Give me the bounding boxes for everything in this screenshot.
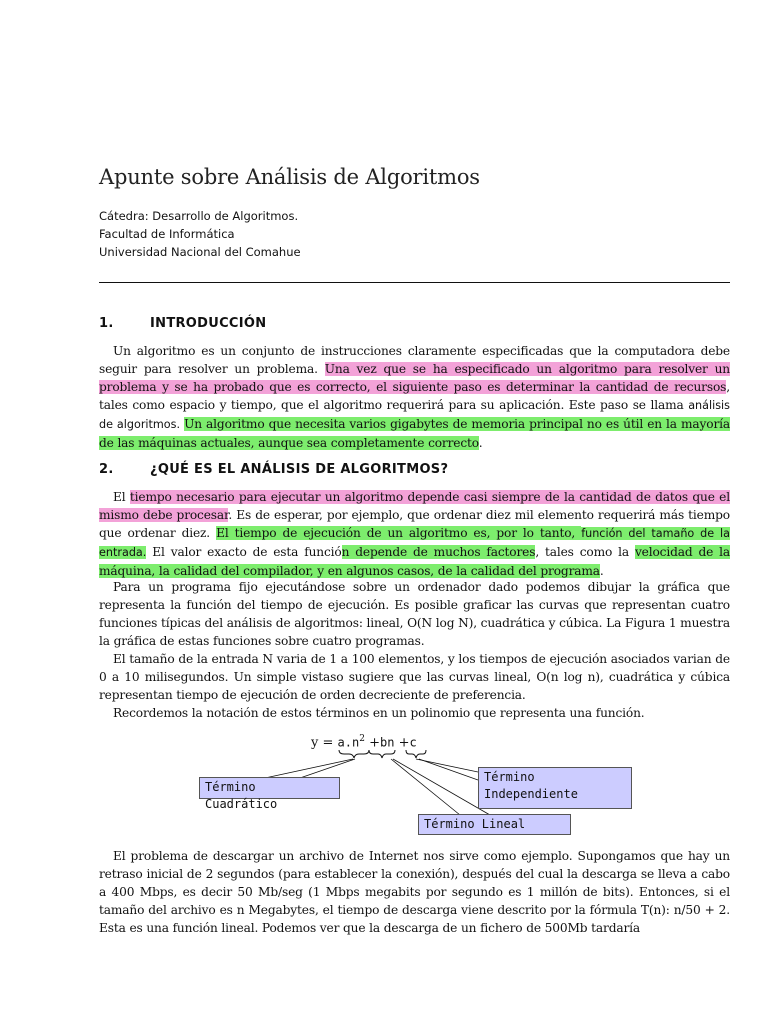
meta-facultad: Facultad de Informática — [99, 227, 235, 241]
text-run: El valor exacto de esta funció — [146, 545, 342, 559]
highlight-green: Un algoritmo que necesita varios gigabytes de memoria principal no es útil en la mayoría de las máquinas actuales, aunque sea completamente correcto — [99, 417, 730, 450]
box-termino-independiente — [478, 767, 632, 809]
meta-catedra: Cátedra: Desarrollo de Algoritmos. — [99, 209, 299, 223]
text-run: , tales como espacio y tiempo, que el algoritmo requerirá para su aplicación. Este paso se llama — [99, 380, 730, 412]
plus-sign: + — [398, 735, 410, 751]
document-title: Apunte sobre Análisis de Algoritmos — [99, 165, 480, 189]
document-meta — [99, 207, 301, 261]
section-heading-2 — [99, 462, 448, 477]
text-run: . — [599, 564, 604, 578]
paragraph-tamano: El tamaño de la entrada N varia de 1 a 100 elementos, y los tiempos de ejecución asociados varian de 0 a 10 milisegundos. Un simple vistaso sugiere que las curvas lineal, O(n log n), cuadrática y cúbica representan tiempo de ejecución de orden decreciente de preferencia. — [99, 652, 730, 702]
term-braces — [339, 750, 426, 758]
box-line: Independiente — [484, 787, 578, 801]
horizontal-rule — [99, 282, 730, 283]
highlight-green: n depende de muchos factores — [341, 545, 536, 559]
term-a-n: a.n — [337, 735, 360, 750]
section-title: INTRODUCCIÓN — [150, 316, 267, 331]
highlight-green: El tiempo de ejecución de un algoritmo es, por lo tanto, — [216, 526, 582, 540]
text-run: El — [113, 490, 130, 504]
meta-universidad: Universidad Nacional del Comahue — [99, 245, 301, 259]
box-termino-lineal: Término Lineal — [418, 814, 571, 835]
highlight-pink: Una vez que se ha especificado un algoritmo para resolver un problema y se ha probado que es correcto, el siguiente paso es determinar la cantidad de recursos — [99, 362, 731, 394]
box-line: Término — [484, 770, 535, 784]
formula-diagram — [0, 725, 768, 840]
formula-lhs: y = — [311, 735, 334, 751]
exponent: 2 — [359, 734, 365, 744]
paragraph-tiempo — [99, 488, 730, 580]
term-bn: bn — [379, 735, 395, 750]
text-run: . — [478, 436, 483, 450]
section-heading-1 — [99, 316, 266, 331]
text-run: , tales como la — [535, 545, 635, 559]
text-run: . Es de esperar, por ejemplo, que ordenar diez mil elemento requerirá más tiempo que ordenar diez. — [99, 508, 730, 540]
paragraph-notacion: Recordemos la notación de estos términos en un polinomio que representa una función. — [113, 706, 645, 720]
text-run: Un algoritmo es un conjunto de instrucciones claramente especificadas que la computadora debe seguir para resolver un problema. — [99, 344, 730, 376]
section-number: 2. — [99, 462, 114, 477]
plus-sign: + — [369, 735, 380, 751]
term-c: c — [409, 735, 417, 750]
paragraph-intro — [99, 342, 730, 452]
highlight-green: velocidad de la máquina, la calidad del compilador, y en algunos casos, de la calidad del programa — [99, 545, 730, 578]
paragraph-descarga: El problema de descargar un archivo de Internet nos sirve como ejemplo. Supongamos que hay un retraso inicial de 2 segundos (para establecer la conexión), después del cual la descarga se lleva a cabo a 400 Mbps, es decir 50 Mb/seg (1 Mbps megabits por segundo es 1 millón de bits). Entonces, si el tamaño del archivo es n Megabytes, el tiempo de descarga viene descrito por la fórmula T(n): n/50 + 2. Esta es una función lineal. Podemos ver que la descarga de un fichero de 500Mb tardaría — [99, 849, 730, 935]
section-number: 1. — [99, 316, 114, 331]
term-analisis: análisis de algoritmos. — [99, 399, 730, 431]
highlight-green-term: función del tamaño de la entrada. — [99, 527, 730, 559]
section-title: ¿QUÉ ES EL ANÁLISIS DE ALGORITMOS? — [150, 462, 449, 477]
highlight-pink: tiempo necesario para ejecutar un algoritmo depende casi siempre de la cantidad de datos que el mismo debe procesar — [99, 490, 730, 522]
box-termino-cuadratico: Término Cuadrático — [199, 777, 340, 799]
paragraph-grafica: Para un programa fijo ejecutándose sobre un ordenador dado podemos dibujar la gráfica que representa la función del tiempo de ejecución. Es posible graficar las curvas que representan cuatro funciones típicas del análisis de algoritmos: lineal, O(N log N), cuadrática y cúbica. La Figura 1 muestra la gráfica de estas funciones sobre cuatro programas. — [99, 580, 730, 648]
